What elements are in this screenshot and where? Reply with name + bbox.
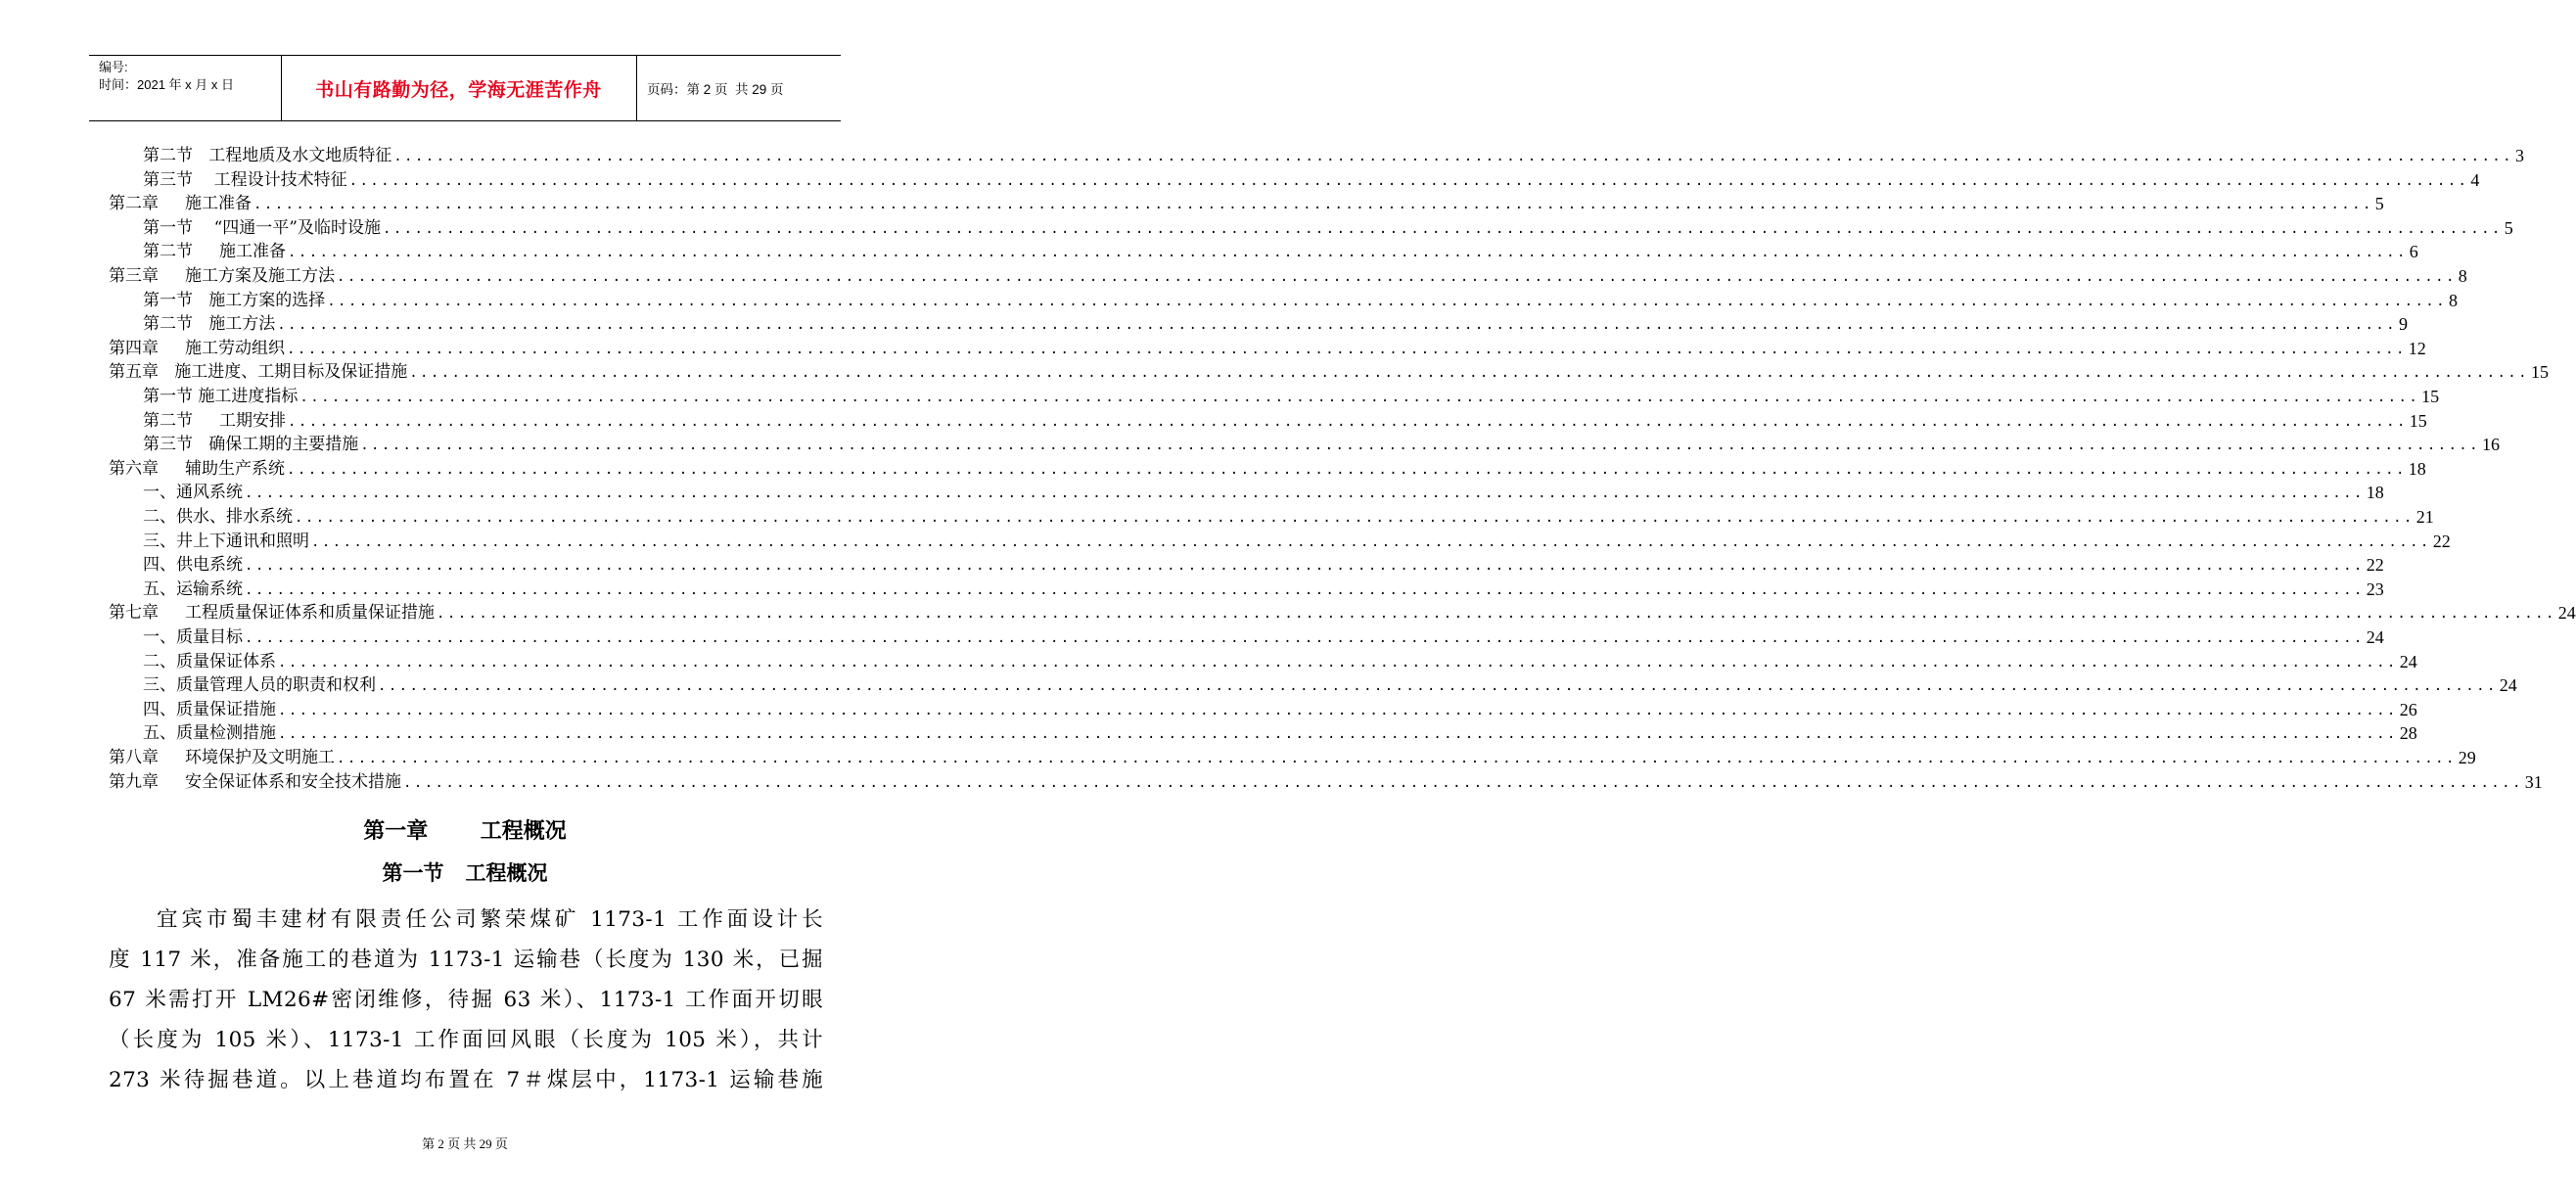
toc-leader-dots: ........................................................................................................................................................................................................ [327,293,2447,309]
toc-entry-page: 15 [2409,410,2427,431]
toc-entry-page: 24 [2366,627,2384,647]
toc-entry-page: 5 [2374,194,2384,214]
toc-entry-title: 第二节 施工准备 [143,242,287,262]
toc-leader-dots: ........................................................................................................................................................................................................ [288,245,2408,261]
toc-entry-title: 第九章 安全保证体系和安全技术措施 [109,771,402,792]
toc-entry-title: 四、质量保证措施 [143,699,276,719]
toc-entry-page: 16 [2481,435,2500,455]
body-line: 度 117 米，准备施工的巷道为 1173-1 运输巷（长度为 130 米，已掘 [109,948,823,972]
toc-leader-dots: ........................................................................................................................................................................................................ [393,149,2513,164]
toc-leader-dots: ........................................................................................................................................................................................................ [245,581,2365,598]
header-serial-label: 编号: [99,60,128,74]
toc-entry-title: 第五章 施工进度、工期目标及保证措施 [109,362,408,383]
toc-entry-title: 第八章 环境保护及文明施工 [109,748,336,767]
toc-entry-title: 第三章 施工方案及施工方法 [109,266,336,286]
toc-leader-dots: ........................................................................................................................................................................................................ [311,533,2431,550]
footer-page-number: 第 2 页 共 29 页 [422,1136,508,1151]
toc-leader-dots: ........................................................................................................................................................................................................ [337,269,2457,285]
toc-entry-page: 26 [2399,699,2417,719]
chapter-heading-text: 第一章 工程概况 [363,819,567,844]
toc-leader-dots: ........................................................................................................................................................................................................ [245,630,2365,646]
toc-entry-title: 第四章 施工劳动组织 [109,338,286,358]
toc-entry-title: 第二节 工期安排 [143,410,287,431]
toc-entry[interactable] [109,336,2426,359]
toc-entry-page: 24 [2557,603,2576,624]
toc-leader-dots: ........................................................................................................................................................................................................ [245,558,2365,575]
toc-entry[interactable] [143,480,2384,503]
toc-entry[interactable] [143,529,2451,552]
toc-leader-dots: ........................................................................................................................................................................................................ [245,486,2365,502]
toc-entry-page: 9 [2398,314,2408,335]
toc-entry-page: 3 [2514,146,2524,165]
toc-leader-dots: ........................................................................................................................................................................................................ [383,220,2503,237]
toc-entry-page: 5 [2504,217,2513,238]
toc-entry[interactable] [109,456,2426,480]
toc-entry[interactable] [143,432,2500,455]
body-line: （长度为 105 米）、1173-1 工作面回风眼（长度为 105 米），共计 [109,1028,823,1052]
toc-leader-dots: ........................................................................................................................................................................................................ [295,510,2415,526]
toc-entry-page: 31 [2524,771,2543,792]
toc-entry-page: 28 [2399,723,2417,744]
toc-entry-title: 五、质量检测措施 [143,723,276,744]
toc-entry-page: 4 [2470,169,2480,190]
toc-entry[interactable] [143,672,2517,696]
header-motto [281,56,636,120]
toc-entry[interactable] [143,649,2417,672]
toc-entry-title: 第二节 施工方法 [143,314,276,335]
toc-leader-dots: ........................................................................................................................................................................................................ [299,390,2420,405]
toc-entry[interactable] [143,577,2384,600]
toc-entry-page: 8 [2458,266,2467,286]
toc-leader-dots: ........................................................................................................................................................................................................ [253,197,2373,213]
toc-leader-dots: ........................................................................................................................................................................................................ [277,317,2397,334]
toc-leader-dots: ........................................................................................................................................................................................................ [409,365,2529,382]
toc-entry[interactable] [143,720,2417,744]
toc-entry[interactable] [109,263,2467,287]
toc-entry-title: 四、供电系统 [143,555,243,576]
toc-entry-page: 18 [2408,458,2426,479]
toc-entry[interactable] [109,191,2384,214]
toc-entry-page: 15 [2421,387,2440,406]
toc-entry-page: 18 [2366,483,2384,503]
page-header [89,55,841,121]
toc-entry[interactable] [143,697,2417,720]
header-page-info-text: 页码：第 2 页 共 29 页 [647,82,784,97]
toc-entry[interactable] [143,408,2427,432]
section-heading [0,857,930,887]
header-page-info [637,56,841,120]
toc-entry-title: 第二节 工程地质及水文地质特征 [143,146,392,165]
toc-entry-page: 22 [2432,531,2451,551]
toc-entry-title: 五、运输系统 [143,579,243,599]
toc-entry-page: 23 [2366,579,2384,599]
toc-entry-title: 第三节 工程设计技术特征 [143,169,347,190]
toc-leader-dots: ........................................................................................................................................................................................................ [278,702,2398,718]
toc-leader-dots: ........................................................................................................................................................................................................ [378,678,2498,695]
toc-entry[interactable] [143,143,2524,166]
toc-entry[interactable] [143,239,2418,262]
toc-entry[interactable] [109,769,2543,793]
toc-entry[interactable] [143,311,2408,335]
toc-entry-title: 一、质量目标 [143,627,243,647]
toc-leader-dots: ........................................................................................................................................................................................................ [288,413,2408,430]
toc-leader-dots: ........................................................................................................................................................................................................ [337,751,2457,766]
toc-entry-title: 三、井上下通讯和照明 [143,531,309,551]
toc-entry[interactable] [109,359,2549,383]
toc-entry-title: 二、供水、排水系统 [143,507,293,527]
body-line: 67 米需打开 LM26#密闭维修，待掘 63 米）、1173-1 工作面开切眼 [109,988,823,1012]
toc-entry[interactable] [143,384,2440,407]
toc-leader-dots: ........................................................................................................................................................................................................ [437,606,2556,623]
toc-entry[interactable] [143,625,2384,648]
toc-entry-title: 第七章 工程质量保证体系和质量保证措施 [109,603,436,624]
toc-entry-page: 8 [2448,290,2458,310]
toc-entry-page: 29 [2458,748,2476,767]
section-heading-text: 第一节 工程概况 [382,861,548,885]
toc-entry[interactable] [143,552,2384,576]
toc-entry-title: 一、通风系统 [143,483,243,503]
header-motto-text: 书山有路勤为径，学海无涯苦作舟 [315,78,602,101]
toc-entry-page: 12 [2408,338,2426,358]
toc-entry-title: 第一节 施工进度指标 [143,387,299,406]
header-meta [89,56,281,120]
toc-leader-dots: ........................................................................................................................................................................................................ [403,774,2523,791]
toc-leader-dots: ........................................................................................................................................................................................................ [287,461,2407,478]
toc-entry-title: 第一节 “四通一平”及临时设施 [143,217,381,238]
toc-entry-title: 第六章 辅助生产系统 [109,458,286,479]
toc-entry[interactable] [143,504,2434,528]
toc-entry-title: 二、质量保证体系 [143,651,276,671]
toc-leader-dots: ........................................................................................................................................................................................................ [278,726,2398,743]
toc-entry[interactable] [143,288,2458,311]
toc-entry[interactable] [109,600,2576,624]
toc-entry-page: 6 [2409,242,2418,262]
toc-leader-dots: ........................................................................................................................................................................................................ [360,438,2480,454]
toc-entry[interactable] [143,167,2480,191]
toc-entry-title: 三、质量管理人员的职责和权利 [143,675,376,696]
toc-entry-page: 24 [2399,651,2417,671]
toc-leader-dots: ........................................................................................................................................................................................................ [348,172,2469,189]
chapter-heading [0,814,930,845]
body-line: 宜宾市蜀丰建材有限责任公司繁荣煤矿 1173-1 工作面设计长 [157,907,823,932]
toc-entry-title: 第三节 确保工期的主要措施 [143,435,359,455]
toc-entry-title: 第一节 施工方案的选择 [143,290,326,310]
toc-entry[interactable] [143,215,2513,239]
toc-leader-dots: ........................................................................................................................................................................................................ [278,654,2398,671]
toc-entry-page: 15 [2530,362,2549,383]
toc-entry-page: 24 [2499,675,2517,696]
page-footer [0,1134,930,1152]
toc-leader-dots: ........................................................................................................................................................................................................ [287,341,2407,357]
body-line: 273 米待掘巷道。以上巷道均布置在 7＃煤层中，1173-1 运输巷施 [109,1068,823,1092]
toc-entry-title: 第二章 施工准备 [109,194,253,214]
toc-entry-page: 21 [2415,507,2434,527]
header-date: 时间：2021 年 x 月 x 日 [99,77,234,92]
toc-entry[interactable] [109,745,2476,768]
toc-entry-page: 22 [2366,555,2384,576]
